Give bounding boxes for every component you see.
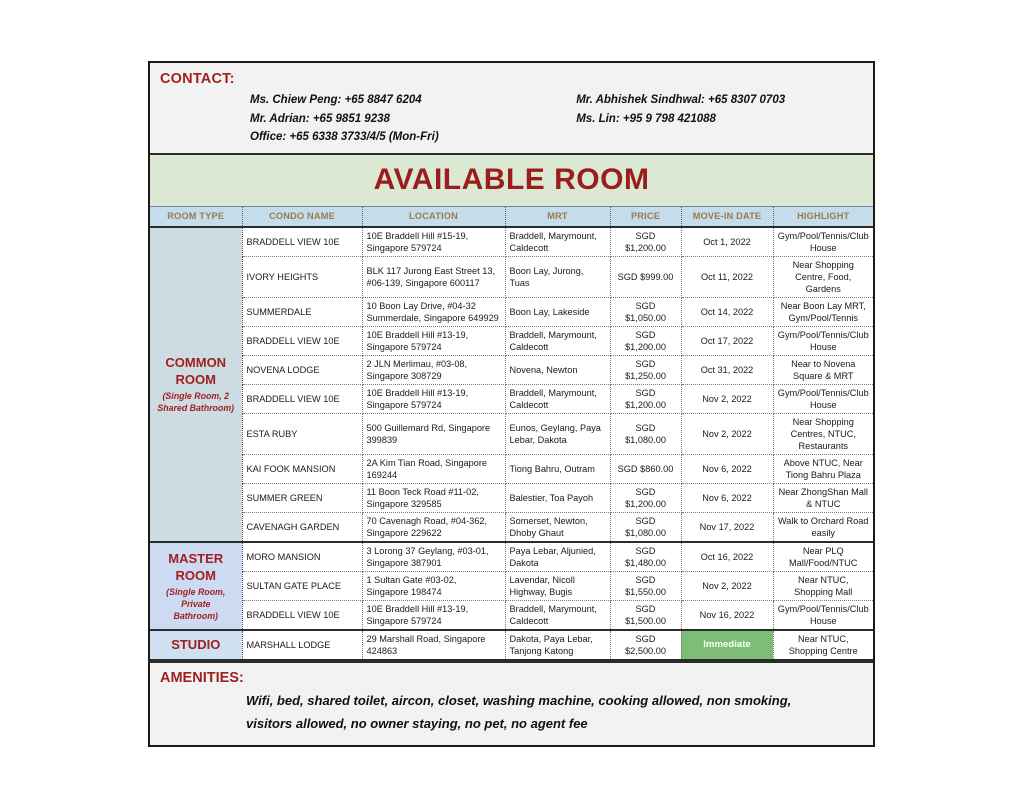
cell-condo-name: MORO MANSION — [242, 542, 362, 572]
room-type-subtitle: Shared Bathroom) — [157, 403, 235, 413]
cell-move-in-date: Nov 6, 2022 — [681, 454, 773, 483]
cell-condo-name: ESTA RUBY — [242, 413, 362, 454]
contact-section — [150, 63, 873, 155]
cell-mrt: Braddell, Marymount, Caldecott — [505, 326, 610, 355]
room-type-label: ROOM — [175, 372, 216, 387]
table-body — [150, 227, 873, 660]
room-type-label: MASTER ROOM — [168, 550, 224, 583]
cell-mrt: Lavendar, Nicoll Highway, Bugis — [505, 571, 610, 600]
contact-title: CONTACT: — [160, 71, 235, 87]
table-row — [150, 297, 873, 326]
table-row — [150, 630, 873, 660]
cell-condo-name: SUMMER GREEN — [242, 483, 362, 512]
cell-mrt: Braddell, Marymount, Caldecott — [505, 384, 610, 413]
cell-price: SGD $1,200.00 — [610, 483, 681, 512]
status-badge-immediate: Immediate — [681, 630, 773, 660]
cell-location: 10E Braddell Hill #13-19, Singapore 579724 — [362, 326, 505, 355]
cell-mrt: Braddell, Marymount, Caldecott — [505, 227, 610, 257]
available-room-table — [150, 207, 873, 661]
cell-highlight: Near Shopping Centres, NTUC, Restaurants — [773, 413, 873, 454]
room-type-group-cell — [150, 227, 242, 542]
cell-highlight: Near PLQ Mall/Food/NTUC — [773, 542, 873, 572]
room-type-subtitle: Bathroom) — [173, 610, 218, 621]
cell-location: 10 Boon Lay Drive, #04-32 Summerdale, Singapore 649929 — [362, 297, 505, 326]
cell-move-in-date: Nov 6, 2022 — [681, 483, 773, 512]
cell-highlight: Gym/Pool/Tennis/Club House — [773, 384, 873, 413]
table-row — [150, 600, 873, 630]
cell-highlight: Gym/Pool/Tennis/Club House — [773, 600, 873, 630]
cell-condo-name: CAVENAGH GARDEN — [242, 512, 362, 542]
cell-price: SGD $1,480.00 — [610, 542, 681, 572]
cell-price: SGD $1,250.00 — [610, 355, 681, 384]
available-room-document — [148, 61, 875, 747]
table-row — [150, 355, 873, 384]
cell-location: 70 Cavenagh Road, #04-362, Singapore 229622 — [362, 512, 505, 542]
cell-condo-name: NOVENA LODGE — [242, 355, 362, 384]
cell-move-in-date: Oct 16, 2022 — [681, 542, 773, 572]
cell-price: SGD $1,080.00 — [610, 413, 681, 454]
table-row — [150, 542, 873, 572]
contact-column-right — [488, 91, 873, 147]
cell-highlight: Near Boon Lay MRT, Gym/Pool/Tennis — [773, 297, 873, 326]
cell-price: SGD $1,200.00 — [610, 384, 681, 413]
cell-location: 10E Braddell Hill #13-19, Singapore 579724 — [362, 384, 505, 413]
cell-move-in-date: Oct 31, 2022 — [681, 355, 773, 384]
amenities-title: AMENITIES: — [160, 669, 244, 686]
cell-highlight: Near ZhongShan Mall & NTUC — [773, 483, 873, 512]
cell-location: 3 Lorong 37 Geylang, #03-01, Singapore 387901 — [362, 542, 505, 572]
table-row — [150, 512, 873, 542]
cell-condo-name: MARSHALL LODGE — [242, 630, 362, 660]
cell-move-in-date: Nov 17, 2022 — [681, 512, 773, 542]
col-header-move-in-date: MOVE-IN DATE — [681, 207, 773, 227]
cell-price: SGD $2,500.00 — [610, 630, 681, 660]
cell-mrt: Dakota, Paya Lebar, Tanjong Katong — [505, 630, 610, 660]
col-header-mrt: MRT — [505, 207, 610, 227]
cell-location: 29 Marshall Road, Singapore 424863 — [362, 630, 505, 660]
cell-price: SGD $999.00 — [610, 256, 681, 297]
cell-location: BLK 117 Jurong East Street 13, #06-139, Singapore 600117 — [362, 256, 505, 297]
cell-location: 11 Boon Teck Road #11-02, Singapore 329585 — [362, 483, 505, 512]
cell-highlight: Gym/Pool/Tennis/Club House — [773, 227, 873, 257]
contact-line: Mr. Adrian: +65 9851 9238 — [250, 112, 390, 125]
cell-move-in-date: Nov 2, 2022 — [681, 384, 773, 413]
cell-condo-name: IVORY HEIGHTS — [242, 256, 362, 297]
cell-price: SGD $1,050.00 — [610, 297, 681, 326]
col-header-price: PRICE — [610, 207, 681, 227]
contact-line: Office: +65 6338 3733/4/5 (Mon-Fri) — [250, 131, 439, 143]
table-row — [150, 571, 873, 600]
cell-mrt: Boon Lay, Jurong, Tuas — [505, 256, 610, 297]
cell-mrt: Boon Lay, Lakeside — [505, 297, 610, 326]
cell-move-in-date: Oct 1, 2022 — [681, 227, 773, 257]
col-header-room-type: ROOM TYPE — [150, 207, 242, 227]
cell-move-in-date: Nov 2, 2022 — [681, 571, 773, 600]
table-row — [150, 256, 873, 297]
cell-mrt: Novena, Newton — [505, 355, 610, 384]
cell-condo-name: BRADDELL VIEW 10E — [242, 227, 362, 257]
cell-price: SGD $1,200.00 — [610, 227, 681, 257]
table-row — [150, 326, 873, 355]
col-header-location: LOCATION — [362, 207, 505, 227]
contact-line: Mr. Abhishek Sindhwal: +65 8307 0703 — [576, 94, 786, 106]
cell-highlight: Near Shopping Centre, Food, Gardens — [773, 256, 873, 297]
cell-mrt: Somerset, Newton, Dhoby Ghaut — [505, 512, 610, 542]
cell-mrt: Balestier, Toa Payoh — [505, 483, 610, 512]
page-title: AVAILABLE ROOM — [150, 155, 873, 207]
room-type-group-cell — [150, 542, 242, 630]
table-row — [150, 413, 873, 454]
room-type-label: COMMON — [165, 355, 227, 370]
cell-price: SGD $860.00 — [610, 454, 681, 483]
cell-move-in-date: Oct 11, 2022 — [681, 256, 773, 297]
cell-mrt: Paya Lebar, Aljunied, Dakota — [505, 542, 610, 572]
room-type-label: STUDIO — [171, 637, 221, 652]
table-header — [150, 207, 873, 227]
contact-line: Ms. Chiew Peng: +65 8847 6204 — [250, 94, 422, 106]
table-row — [150, 454, 873, 483]
room-type-subtitle: (Single Room, 2 — [162, 391, 229, 401]
col-header-condo-name: CONDO NAME — [242, 207, 362, 227]
cell-condo-name: BRADDELL VIEW 10E — [242, 384, 362, 413]
cell-condo-name: SUMMERDALE — [242, 297, 362, 326]
amenities-section — [150, 661, 873, 745]
cell-location: 1 Sultan Gate #03-02, Singapore 198474 — [362, 571, 505, 600]
cell-condo-name: KAI FOOK MANSION — [242, 454, 362, 483]
table-header-row — [150, 207, 873, 227]
room-type-group-cell — [150, 630, 242, 660]
room-type-subtitle: (Single Room, Private — [166, 586, 226, 609]
cell-highlight: Gym/Pool/Tennis/Club House — [773, 326, 873, 355]
cell-highlight: Near NTUC, Shopping Centre — [773, 630, 873, 660]
cell-condo-name: SULTAN GATE PLACE — [242, 571, 362, 600]
cell-move-in-date: Nov 16, 2022 — [681, 600, 773, 630]
contact-columns — [150, 87, 873, 147]
table-row — [150, 384, 873, 413]
cell-location: 2A Kim Tian Road, Singapore 169244 — [362, 454, 505, 483]
cell-price: SGD $1,550.00 — [610, 571, 681, 600]
cell-mrt: Tiong Bahru, Outram — [505, 454, 610, 483]
cell-move-in-date: Oct 14, 2022 — [681, 297, 773, 326]
cell-location: 10E Braddell Hill #15-19, Singapore 579724 — [362, 227, 505, 257]
cell-highlight: Near NTUC, Shopping Mall — [773, 571, 873, 600]
cell-condo-name: BRADDELL VIEW 10E — [242, 326, 362, 355]
contact-line: Ms. Lin: +95 9 798 421088 — [576, 112, 716, 125]
amenities-text — [150, 686, 873, 735]
cell-location: 2 JLN Merlimau, #03-08, Singapore 308729 — [362, 355, 505, 384]
cell-price: SGD $1,500.00 — [610, 600, 681, 630]
cell-price: SGD $1,080.00 — [610, 512, 681, 542]
cell-mrt: Braddell, Marymount, Caldecott — [505, 600, 610, 630]
amenities-line: visitors allowed, no owner staying, no pet, no agent fee — [246, 715, 588, 731]
cell-highlight: Walk to Orchard Road easily — [773, 512, 873, 542]
cell-location: 500 Guillemard Rd, Singapore 399839 — [362, 413, 505, 454]
col-header-highlight: HIGHLIGHT — [773, 207, 873, 227]
cell-move-in-date: Oct 17, 2022 — [681, 326, 773, 355]
cell-mrt: Eunos, Geylang, Paya Lebar, Dakota — [505, 413, 610, 454]
cell-condo-name: BRADDELL VIEW 10E — [242, 600, 362, 630]
cell-price: SGD $1,200.00 — [610, 326, 681, 355]
cell-highlight: Near to Novena Square & MRT — [773, 355, 873, 384]
table-row — [150, 483, 873, 512]
amenities-line: Wifi, bed, shared toilet, aircon, closet, washing machine, cooking allowed, non smoking, — [246, 692, 792, 708]
table-row — [150, 227, 873, 257]
cell-move-in-date: Nov 2, 2022 — [681, 413, 773, 454]
cell-location: 10E Braddell Hill #13-19, Singapore 579724 — [362, 600, 505, 630]
cell-highlight: Above NTUC, Near Tiong Bahru Plaza — [773, 454, 873, 483]
contact-column-left — [150, 91, 488, 147]
